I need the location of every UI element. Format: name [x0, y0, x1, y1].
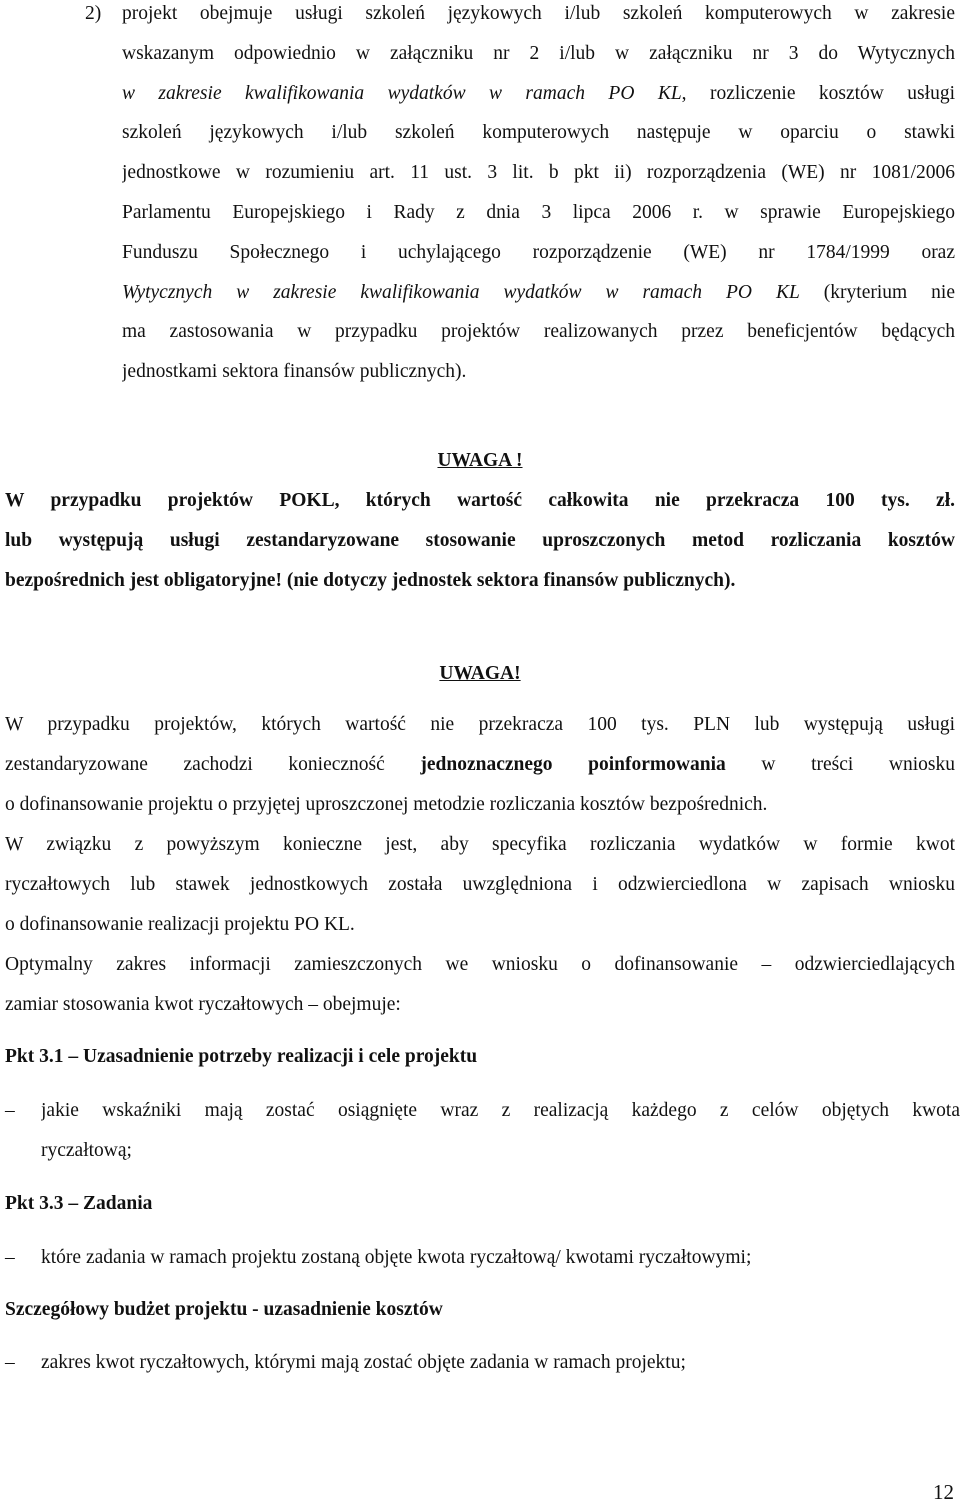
note-2-paragraph-3: [5, 945, 955, 1025]
text-line: w zakresie kwalifikowania wydatków w ramach PO KL, rozliczenie kosztów usługi: [122, 82, 955, 104]
text-line: Funduszu Społecznego i uchylającego rozporządzenie (WE) nr 1784/1999 oraz: [122, 241, 955, 263]
text-line: jednostkowe w rozumieniu art. 11 ust. 3 lit. b pkt ii) rozporządzenia (WE) nr 1081/2006: [122, 162, 955, 184]
text-line: jakie wskaźniki mają zostać osiągnięte wraz z realizacją każdego z celów objętych kwota: [41, 1100, 960, 1121]
text-line: zamiar stosowania kwot ryczałtowych – obejmuje:: [5, 993, 401, 1015]
text-line: W związku z powyższym konieczne jest, aby specyfika rozliczania wydatków w formie kwot: [5, 834, 955, 855]
note-2-paragraph-1: [5, 705, 955, 824]
section-heading-budget: Szczegółowy budżet projektu - uzasadnienie kosztów: [5, 1299, 443, 1320]
dash-bullet-icon: –: [5, 1247, 15, 1268]
text-line: o dofinansowanie projektu o przyjętej uproszczonej metodzie rozliczania kosztów bezpośrednich.: [5, 793, 768, 815]
text-line: szkoleń językowych i/lub szkoleń komputerowych następuje w oparciu o stawki: [122, 122, 955, 144]
text-line: o dofinansowanie realizacji projektu PO KL.: [5, 913, 355, 935]
italic-title: Wytycznych w zakresie kwalifikowania wydatków w ramach PO KL: [122, 281, 800, 303]
note-2-heading: UWAGA!: [439, 663, 521, 684]
text-line: Parlamentu Europejskiego i Rady z dnia 3 lipca 2006 r. w sprawie Europejskiego: [122, 201, 955, 223]
dash-bullet-icon: –: [5, 1352, 15, 1373]
text-line: ryczałtową;: [41, 1139, 132, 1161]
text-line: Optymalny zakres informacji zamieszczonych we wniosku o dofinansowanie – odzwierciedlających: [5, 954, 955, 975]
text-line: ma zastosowania w przypadku projektów realizowanych przez beneficjentów będących: [122, 321, 955, 343]
text-line: lub występują usługi zestandaryzowane stosowanie uproszczonych metod rozliczania kosztów: [5, 529, 955, 551]
section-heading-pkt-3-3: Pkt 3.3 – Zadania: [5, 1193, 153, 1214]
note-1-body: [5, 481, 955, 600]
text-line: ryczałtowych lub stawek jednostkowych została uwzględniona i odzwierciedlona w zapisach wniosku: [5, 873, 955, 895]
emphasis: jednoznacznego poinformowania: [420, 753, 726, 775]
text-line: zakres kwot ryczałtowych, którymi mają zostać objęte zadania w ramach projektu;: [41, 1352, 686, 1373]
text-line: projekt obejmuje usługi szkoleń językowych i/lub szkoleń komputerowych w zakresie: [122, 3, 955, 24]
text-line: bezpośrednich jest obligatoryjne! (nie dotyczy jednostek sektora finansów publicznych).: [5, 569, 736, 591]
section-heading-pkt-3-1: Pkt 3.1 – Uzasadnienie potrzeby realizacji i cele projektu: [5, 1046, 478, 1067]
italic-title: w zakresie kwalifikowania wydatków w ramach PO KL: [122, 82, 682, 104]
text-line: W przypadku projektów, których wartość nie przekracza 100 tys. PLN lub występują usługi: [5, 714, 955, 735]
text-line: Wytycznych w zakresie kwalifikowania wydatków w ramach PO KL (kryterium nie: [122, 281, 955, 303]
note-1-heading: UWAGA !: [437, 450, 523, 471]
text-line: jednostkami sektora finansów publicznych).: [122, 361, 467, 383]
note-2-paragraph-2: [5, 825, 955, 944]
dash-bullet-icon: –: [5, 1100, 15, 1121]
text-line: W przypadku projektów POKL, których wartość całkowita nie przekracza 100 tys. zł.: [5, 490, 955, 511]
page-number: 12: [933, 1480, 954, 1504]
text-line: zestandaryzowane zachodzi konieczność jednoznacznego poinformowania w treści wniosku: [5, 753, 955, 775]
text-line: wskazanym odpowiednio w załączniku nr 2 i/lub w załączniku nr 3 do Wytycznych: [122, 42, 955, 64]
list-item-body: [122, 0, 955, 392]
text-line: które zadania w ramach projektu zostaną objęte kwota ryczałtową/ kwotami ryczałtowymi;: [41, 1247, 752, 1268]
list-item-number: 2): [85, 3, 102, 24]
